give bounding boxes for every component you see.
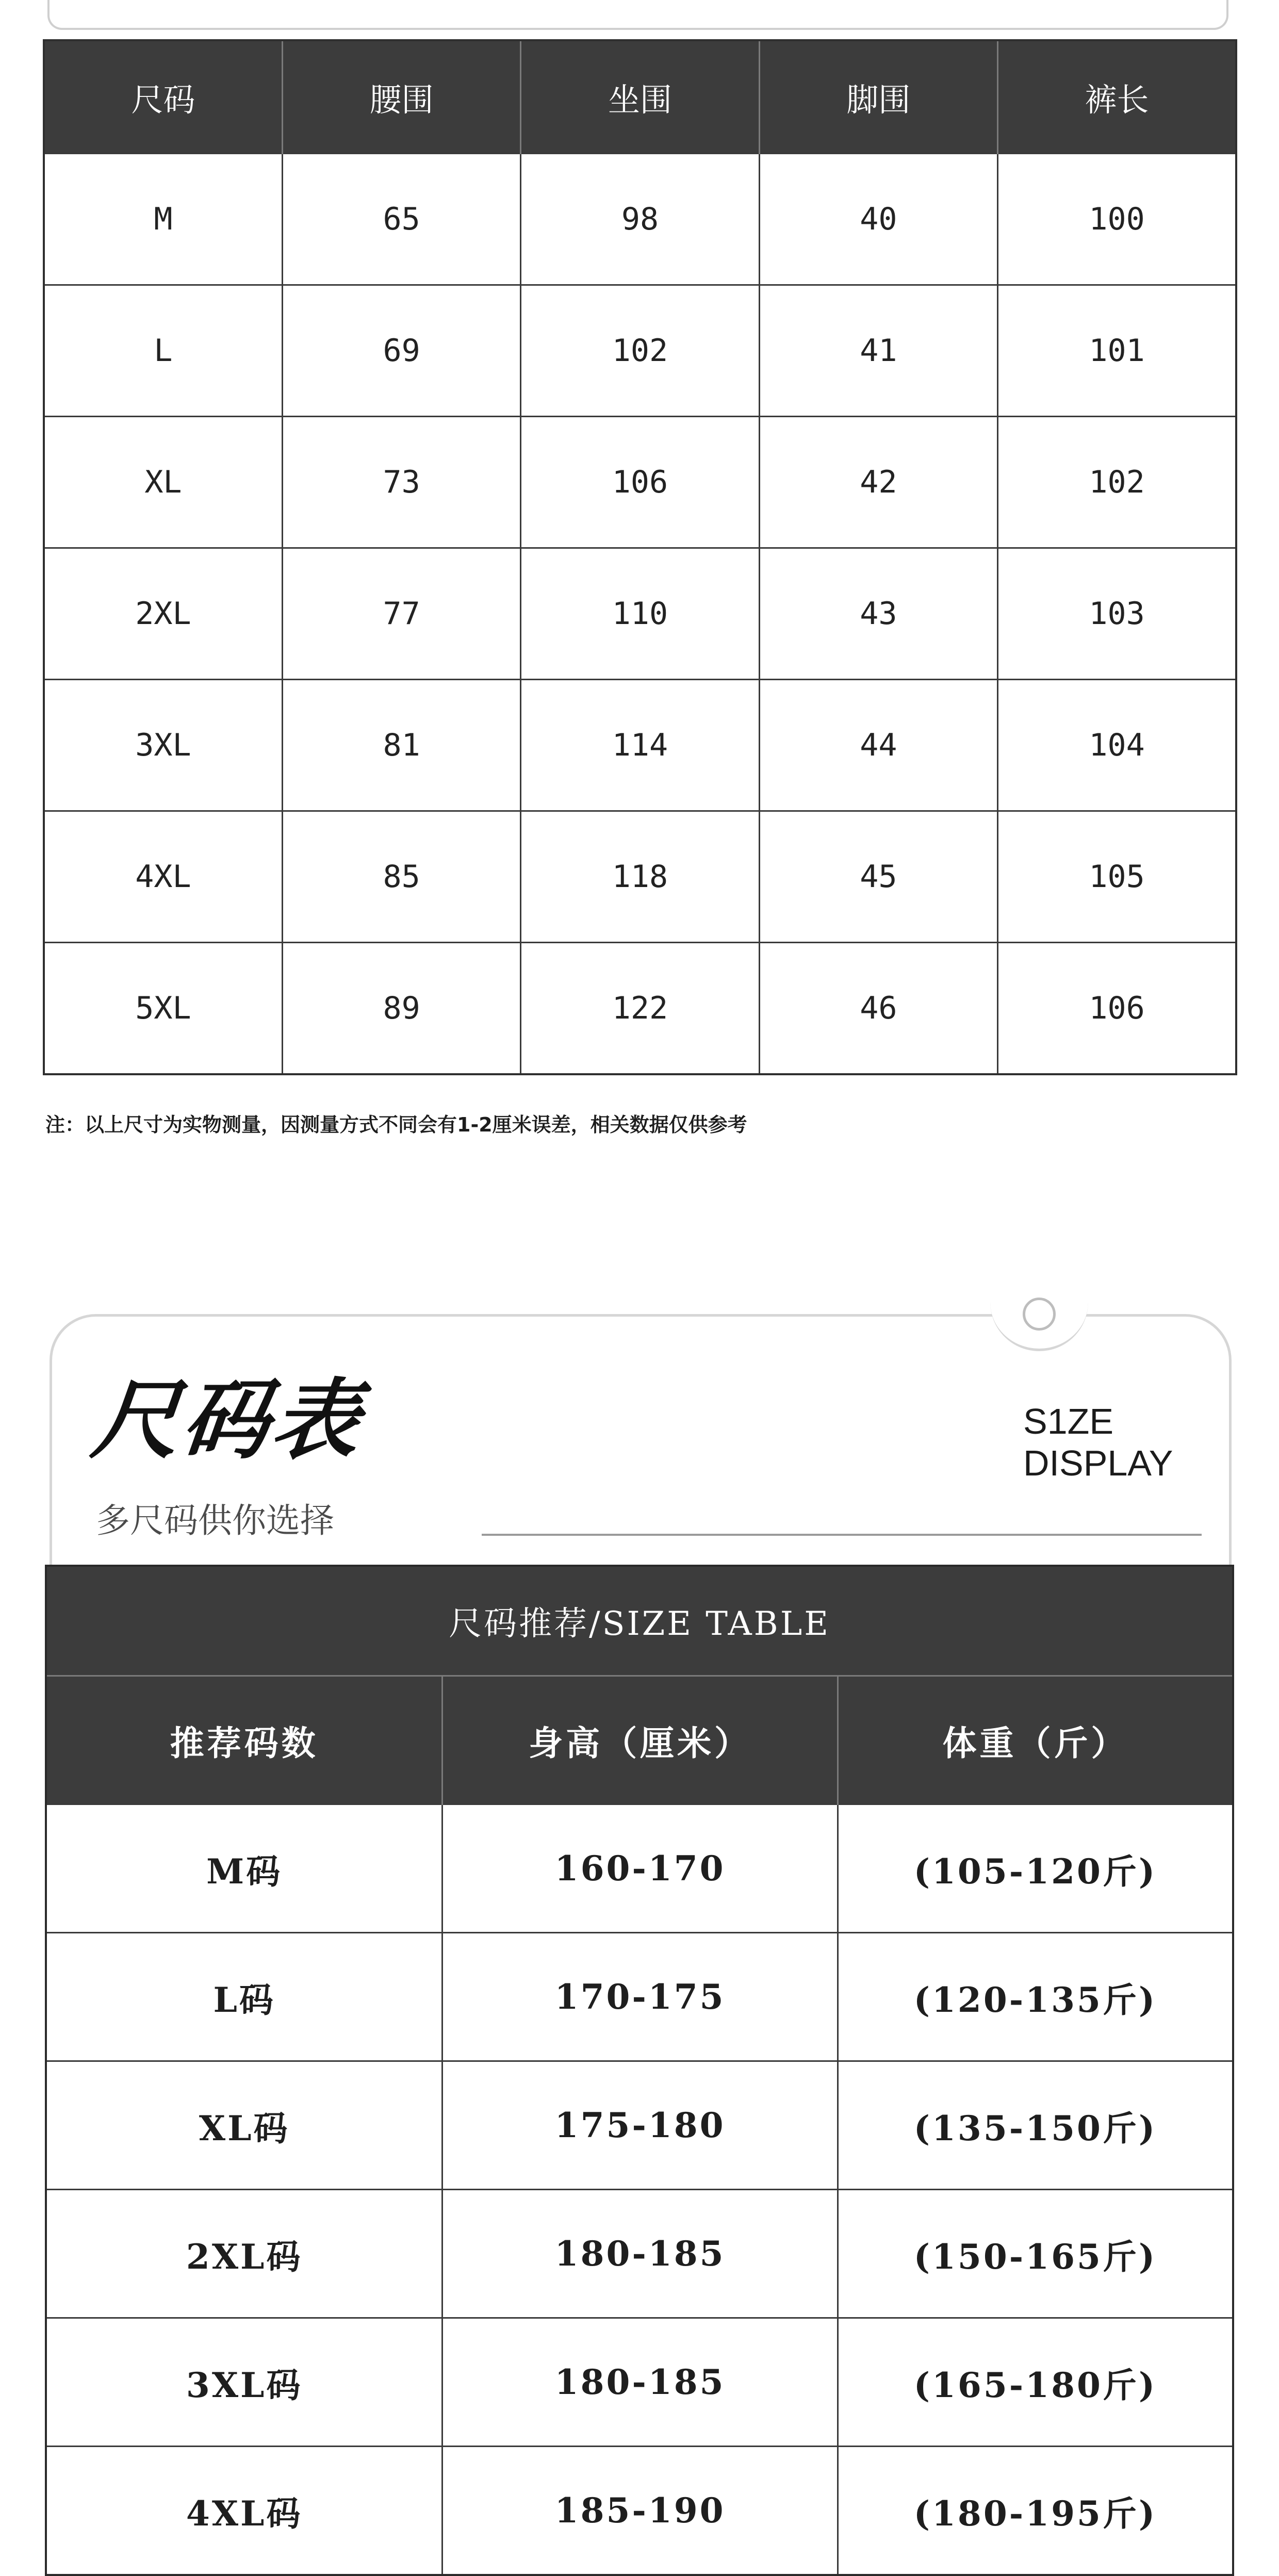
table-row xyxy=(46,2447,1233,2575)
table-row xyxy=(46,2190,1233,2318)
table-banner: 尺码推荐/SIZE TABLE xyxy=(46,1566,1233,1676)
table-cell: 118 xyxy=(521,811,759,943)
hanger-hole-icon xyxy=(1023,1298,1056,1331)
table-row xyxy=(46,2061,1233,2190)
table-header-row xyxy=(46,1676,1233,1804)
table-cell: (180-195斤) xyxy=(838,2447,1233,2575)
header-hip: 坐围 xyxy=(521,40,759,154)
top-frame-border xyxy=(47,0,1228,30)
table-cell: 185-190 xyxy=(442,2447,838,2575)
table-cell: XL码 xyxy=(46,2061,442,2190)
header-leg-opening: 脚围 xyxy=(759,40,997,154)
table-cell: 4XL码 xyxy=(46,2447,442,2575)
table-cell: 41 xyxy=(759,285,997,417)
table-row xyxy=(44,811,1236,943)
table-cell: 106 xyxy=(521,417,759,548)
table-cell: 69 xyxy=(282,285,520,417)
table-cell: M xyxy=(44,154,282,285)
table-cell: 2XL码 xyxy=(46,2190,442,2318)
table-cell: 89 xyxy=(282,943,520,1075)
table-banner-row xyxy=(46,1566,1233,1676)
table-row xyxy=(44,417,1236,548)
table-cell: 100 xyxy=(998,154,1236,285)
table-cell: XL xyxy=(44,417,282,548)
card-subtitle: 多尺码供你选择 xyxy=(96,1501,334,1540)
table-cell: 45 xyxy=(759,811,997,943)
table-row xyxy=(44,680,1236,811)
table-cell: 180-185 xyxy=(442,2190,838,2318)
measurement-note: 注：以上尺寸为实物测量，因测量方式不同会有1-2厘米误差，相关数据仅供参考 xyxy=(45,1113,747,1136)
table-cell: 175-180 xyxy=(442,2061,838,2190)
table-cell: M码 xyxy=(46,1804,442,1933)
table-cell: (120-135斤) xyxy=(838,1933,1233,2061)
table-cell: 102 xyxy=(521,285,759,417)
size-measurement-table xyxy=(43,39,1237,1075)
table-cell: 160-170 xyxy=(442,1804,838,1933)
table-cell: (150-165斤) xyxy=(838,2190,1233,2318)
table-header-row xyxy=(44,40,1236,154)
table-cell: 101 xyxy=(998,285,1236,417)
table-cell: 106 xyxy=(998,943,1236,1075)
table-cell: 102 xyxy=(998,417,1236,548)
table-cell: 73 xyxy=(282,417,520,548)
card-title: 尺码表 xyxy=(87,1370,368,1471)
table-row xyxy=(46,1804,1233,1933)
table-cell: 4XL xyxy=(44,811,282,943)
table-cell: 110 xyxy=(521,548,759,680)
table-cell: (105-120斤) xyxy=(838,1804,1233,1933)
table-row xyxy=(44,548,1236,680)
table-cell: 170-175 xyxy=(442,1933,838,2061)
table-cell: 2XL xyxy=(44,548,282,680)
table-cell: 40 xyxy=(759,154,997,285)
table-cell: 77 xyxy=(282,548,520,680)
display-label-line: DISPLAY xyxy=(1023,1442,1173,1483)
header-weight: 体重（斤） xyxy=(838,1676,1233,1804)
table-cell: 105 xyxy=(998,811,1236,943)
table-row xyxy=(46,2318,1233,2447)
header-length: 裤长 xyxy=(998,40,1236,154)
table-cell: 5XL xyxy=(44,943,282,1075)
table-cell: 3XL码 xyxy=(46,2318,442,2447)
header-waist: 腰围 xyxy=(282,40,520,154)
table-cell: 114 xyxy=(521,680,759,811)
header-recommended-size: 推荐码数 xyxy=(46,1676,442,1804)
table-cell: L码 xyxy=(46,1933,442,2061)
table-cell: 3XL xyxy=(44,680,282,811)
table-cell: 180-185 xyxy=(442,2318,838,2447)
size-label-line: S1ZE xyxy=(1023,1401,1114,1441)
table-cell: 65 xyxy=(282,154,520,285)
table-row xyxy=(44,154,1236,285)
table-cell: 103 xyxy=(998,548,1236,680)
header-size: 尺码 xyxy=(44,40,282,154)
size-recommendation-table xyxy=(45,1565,1234,2576)
table-cell: L xyxy=(44,285,282,417)
table-cell: 42 xyxy=(759,417,997,548)
table-cell: 81 xyxy=(282,680,520,811)
table-cell: (165-180斤) xyxy=(838,2318,1233,2447)
table-cell: 98 xyxy=(521,154,759,285)
table-cell: 44 xyxy=(759,680,997,811)
table-row xyxy=(44,943,1236,1075)
header-height: 身高（厘米） xyxy=(442,1676,838,1804)
table-cell: 85 xyxy=(282,811,520,943)
table-row xyxy=(44,285,1236,417)
table-cell: (135-150斤) xyxy=(838,2061,1233,2190)
table-row xyxy=(46,1933,1233,2061)
table-cell: 122 xyxy=(521,943,759,1075)
table-cell: 104 xyxy=(998,680,1236,811)
table-cell: 46 xyxy=(759,943,997,1075)
size-display-label xyxy=(1023,1401,1173,1484)
divider-line xyxy=(482,1534,1202,1536)
table-cell: 43 xyxy=(759,548,997,680)
